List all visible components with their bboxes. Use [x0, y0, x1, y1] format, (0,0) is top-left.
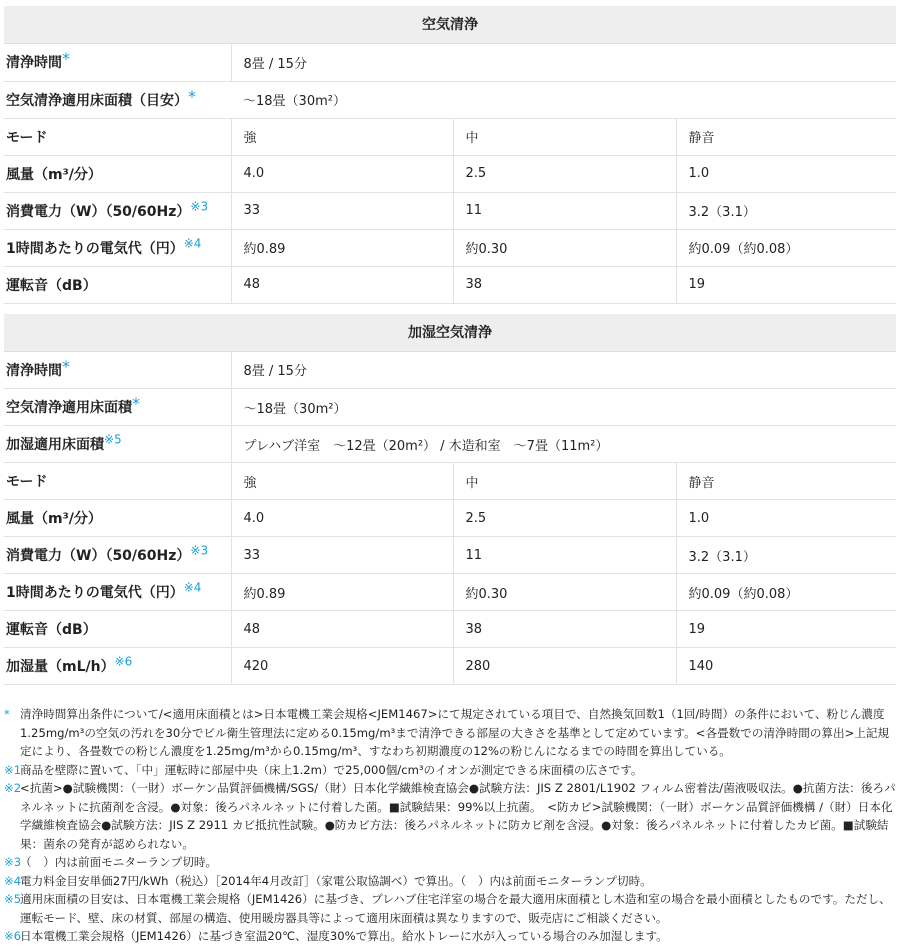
cost-medium: 約0.30	[453, 229, 676, 266]
footnote-text: 電力料金目安単価27円/kWh（税込）［2014年4月改訂］（家電公取協調べ）で算出。（ ）内は前面モニターランプ切時。	[20, 873, 652, 888]
row-label-power: 消費電力（W）（50/60Hz）※3	[4, 192, 231, 229]
airflow-medium: 2.5	[453, 155, 676, 192]
row-label-humid-area: 加湿適用床面積※5	[4, 426, 231, 463]
mode-strong: 強	[231, 463, 453, 500]
footnote-1	[4, 761, 896, 780]
row-label-area: 空気清浄適用床面積（目安）*	[4, 81, 231, 118]
power-medium: 11	[453, 192, 676, 229]
humid-amount-strong: 420	[231, 648, 453, 685]
table-row	[4, 537, 896, 574]
airflow-strong: 4.0	[231, 155, 453, 192]
row-label-airflow: 風量（m³/分）	[4, 155, 231, 192]
row-label-cost: 1時間あたりの電気代（円）※4	[4, 574, 231, 611]
cost-quiet: 約0.09（約0.08）	[676, 574, 896, 611]
row-label-area: 空気清浄適用床面積*	[4, 389, 231, 426]
area-value: ～18畳（30m²）	[231, 389, 896, 426]
table-row	[4, 389, 896, 426]
footnote-mark: ※6	[4, 929, 22, 943]
row-label-cleaning-time: 清浄時間*	[4, 352, 231, 389]
table-row	[4, 426, 896, 463]
row-label-mode: モード	[4, 118, 231, 155]
table-row	[4, 81, 896, 118]
footnote-text: <抗菌>●試験機関：（一財）ボーケン品質評価機構/SGS/（財）日本化学繊維検査協会●試験方法：JIS Z 2801/L1902 フィルム密着法/菌液吸収法。●抗菌方法：後ろパネルネットに抗菌剤を含浸。●対象：後ろパネルネットに付着した菌。■試験結果：99%以上抗菌。 <防カビ>試験機関：（一財）ボーケン品質評価機構 /（財）日本化学繊維検査協会●試験方法：JIS Z 2911 カビ抵抗性試験。●防カビ方法：後ろパネルネットに防カビ剤を含浸。●対象：後ろパネルネットに付着したカビ菌。■試験結果：菌糸の発育が認められない。	[20, 781, 896, 851]
mode-medium: 中	[453, 118, 676, 155]
footnote-2	[4, 779, 896, 853]
table-row	[4, 118, 896, 155]
footnote-text: 適用床面積の目安は、日本電機工業会規格（JEM1426）に基づき、プレハブ住宅洋室の場合を最大適用床面積とし木造和室の場合を最小面積としたものです。ただし、運転モード、壁、床の材質、部屋の構造、使用暖房器具等によって適用床面積は異なりますので、販売店にご相談ください。	[20, 892, 891, 925]
footnote-text: 日本電機工業会規格（JEM1426）に基づき室温20℃、湿度30%で算出。給水トレーに水が入っている場合のみ加湿します。	[20, 929, 668, 943]
airflow-quiet: 1.0	[676, 155, 896, 192]
row-label-power: 消費電力（W）（50/60Hz）※3	[4, 537, 231, 574]
cost-quiet: 約0.09（約0.08）	[676, 229, 896, 266]
airflow-quiet: 1.0	[676, 500, 896, 537]
footnote-text: （ ）内は前面モニターランプ切時。	[20, 855, 218, 869]
asterisk-mark: *	[62, 356, 70, 376]
section-title-humid-air-clean: 加湿空気清浄	[4, 314, 896, 352]
footnote-mark: ※4	[4, 873, 22, 888]
cost-strong: 約0.89	[231, 229, 453, 266]
table-row	[4, 352, 896, 389]
noise-medium: 38	[453, 266, 676, 303]
footnote-mark: ※4	[183, 235, 202, 250]
mode-strong: 強	[231, 118, 453, 155]
mode-quiet: 静音	[676, 463, 896, 500]
mode-quiet: 静音	[676, 118, 896, 155]
cost-strong: 約0.89	[231, 574, 453, 611]
power-strong: 33	[231, 192, 453, 229]
row-label-cost: 1時間あたりの電気代（円）※4	[4, 229, 231, 266]
footnote-mark: ※5	[104, 432, 122, 447]
power-quiet: 3.2（3.1）	[676, 537, 896, 574]
section-title-air-clean: 空気清浄	[4, 6, 896, 44]
footnote-mark: ※5	[4, 892, 22, 906]
cleaning-time-value: 8畳 / 15分	[231, 44, 896, 81]
spec-table-air-clean	[4, 44, 896, 304]
footnote-mark: ※3	[190, 543, 209, 558]
table-row	[4, 574, 896, 611]
table-row	[4, 266, 896, 303]
footnote-3	[4, 853, 896, 872]
footnote-mark: ※4	[183, 580, 202, 595]
row-label-noise: 運転音（dB）	[4, 611, 231, 648]
area-value: ～18畳（30m²）	[231, 81, 896, 118]
spec-table-humid-air-clean	[4, 352, 896, 686]
airflow-strong: 4.0	[231, 500, 453, 537]
cleaning-time-value: 8畳 / 15分	[231, 352, 896, 389]
footnote-4	[4, 872, 896, 891]
footnote-mark: *	[4, 707, 10, 721]
footnote-mark: ※2	[4, 781, 22, 795]
spec-container	[4, 6, 896, 946]
footnote-6	[4, 927, 896, 946]
footnote-5	[4, 890, 896, 927]
cost-medium: 約0.30	[453, 574, 676, 611]
footnote-text: 商品を壁際に置いて、「中」運転時に部屋中央（床上1.2m）で25,000個/cm³のイオンが測定できる床面積の広さです。	[20, 762, 643, 777]
section-gap	[4, 304, 896, 314]
power-strong: 33	[231, 537, 453, 574]
humid-amount-quiet: 140	[676, 648, 896, 685]
power-medium: 11	[453, 537, 676, 574]
table-row	[4, 44, 896, 81]
table-row	[4, 611, 896, 648]
asterisk-mark: *	[188, 86, 196, 106]
table-row	[4, 463, 896, 500]
footnote-asterisk	[4, 705, 896, 761]
table-row	[4, 155, 896, 192]
footnotes	[4, 705, 896, 946]
humid-area-value: プレハブ洋室 ～12畳（20m²） / 木造和室 ～7畳（11m²）	[231, 426, 896, 463]
footnote-mark: ※3	[4, 855, 22, 869]
footnote-mark: ※1	[4, 762, 22, 777]
noise-strong: 48	[231, 611, 453, 648]
footnote-mark: ※3	[190, 198, 209, 213]
row-label-airflow: 風量（m³/分）	[4, 500, 231, 537]
noise-strong: 48	[231, 266, 453, 303]
row-label-mode: モード	[4, 463, 231, 500]
table-row	[4, 500, 896, 537]
row-label-humid-amount: 加湿量（mL/h）※6	[4, 648, 231, 685]
table-row	[4, 648, 896, 685]
power-quiet: 3.2（3.1）	[676, 192, 896, 229]
row-label-noise: 運転音（dB）	[4, 266, 231, 303]
asterisk-mark: *	[132, 394, 140, 413]
table-row	[4, 229, 896, 266]
footnote-text: 清浄時間算出条件について/<適用床面積とは>日本電機工業会規格<JEM1467>にて規定されている項目で、自然換気回数1（1回/時間）の条件において、粉じん濃度1.25mg/m³の空気の汚れを30分でビル衛生管理法に定める0.15mg/m³まで清浄できる部屋の大きさを基準として定めています。<各畳数での清浄時間の算出>上記規定により、各畳数での粉じん濃度を1.25mg/m³から0.15mg/m³、すなわち初期濃度の12%の粉じんになるまでの時間を算出している。	[20, 707, 890, 758]
row-label-cleaning-time: 清浄時間*	[4, 44, 231, 81]
noise-medium: 38	[453, 611, 676, 648]
mode-medium: 中	[453, 463, 676, 500]
footnote-mark: ※6	[114, 654, 133, 669]
asterisk-mark: *	[62, 49, 70, 69]
humid-amount-medium: 280	[453, 648, 676, 685]
noise-quiet: 19	[676, 266, 896, 303]
table-row	[4, 192, 896, 229]
airflow-medium: 2.5	[453, 500, 676, 537]
noise-quiet: 19	[676, 611, 896, 648]
